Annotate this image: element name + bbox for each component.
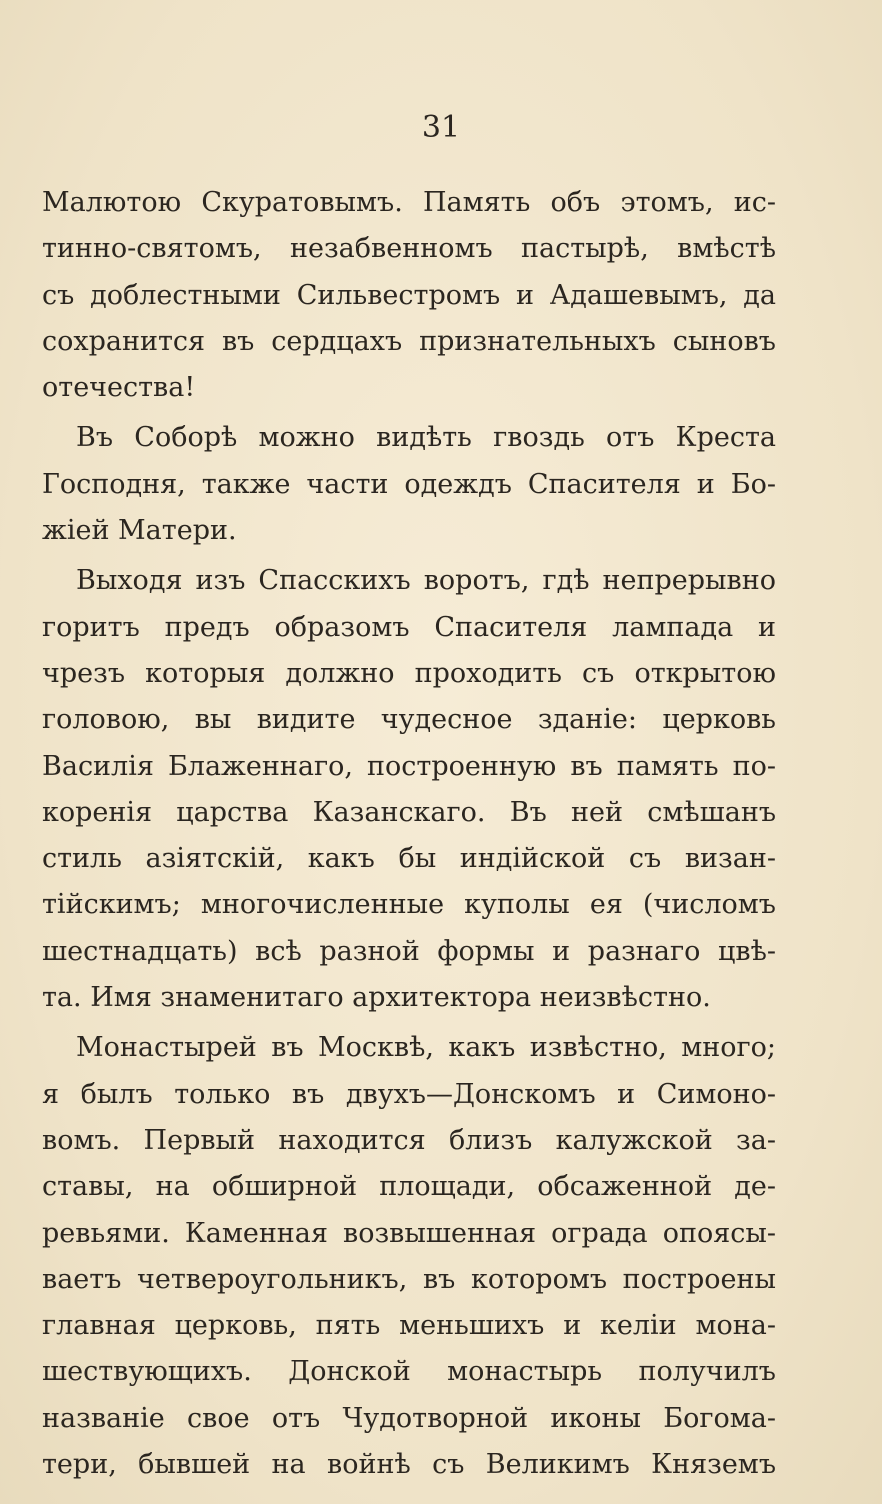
text-line: жіей Матери. xyxy=(42,515,237,547)
text-line: Господня, также части одеждъ Спасителя и Бо- xyxy=(42,468,776,500)
text-line: ревьями. Каменная возвышенная ограда опоясы- xyxy=(42,1217,776,1249)
text-line: тери, бывшей на войнѣ съ Великимъ Княземъ xyxy=(42,1449,776,1481)
text-line: сохранится въ сердцахъ признательныхъ сыновъ xyxy=(42,325,776,357)
paragraph xyxy=(42,415,776,554)
text-line: чрезъ которыя должно проходить съ открытою xyxy=(42,657,776,689)
text-line: Монастырей въ Москвѣ, какъ извѣстно, много; xyxy=(76,1032,776,1064)
text-line: коренія царства Казанскаго. Въ ней смѣшанъ xyxy=(42,796,776,828)
text-line: шествующихъ. Донской монастырь получилъ xyxy=(42,1356,776,1388)
text-line: тійскимъ; многочисленные куполы ея (числомъ xyxy=(42,889,776,921)
text-line: ваетъ четвероугольникъ, въ которомъ построены xyxy=(42,1263,776,1295)
text-line: названіе свое отъ Чудотворной иконы Богома- xyxy=(42,1402,776,1434)
text-line: головою, вы видите чудесное зданіе: церковь xyxy=(42,704,776,736)
text-line: вомъ. Первый находится близъ калужской за- xyxy=(42,1124,776,1156)
paragraph xyxy=(42,558,776,1021)
text-line: съ доблестными Сильвестромъ и Адашевымъ, да xyxy=(42,279,776,311)
page-number: 31 xyxy=(421,110,461,145)
text-line: Василія Блаженнаго, построенную въ память по- xyxy=(42,750,776,782)
text-line: главная церковь, пять меньшихъ и келіи мона- xyxy=(42,1310,776,1342)
text-line: шестнадцать) всѣ разной формы и разнаго цвѣ- xyxy=(42,935,776,967)
text-line: горитъ предъ образомъ Спасителя лампада и xyxy=(42,611,776,643)
text-line: Выходя изъ Спасскихъ воротъ, гдѣ непрерывно xyxy=(76,565,776,597)
text-line: Въ Соборѣ можно видѣть гвоздь отъ Креста xyxy=(76,422,776,454)
text-line: я былъ только въ двухъ—Донскомъ и Симоно- xyxy=(42,1078,776,1110)
paragraph xyxy=(42,180,776,411)
text-line: отечества! xyxy=(42,372,196,404)
text-line: Малютою Скуратовымъ. Память объ этомъ, ис- xyxy=(42,187,776,218)
text-line: ставы, на обширной площади, обсаженной де- xyxy=(42,1171,776,1203)
text-line: тинно-святомъ, незабвенномъ пастырѣ, вмѣстѣ xyxy=(42,233,776,265)
text-line: та. Имя знаменитаго архитектора неизвѣстно. xyxy=(42,982,711,1014)
text-line: стиль азіятскій, какъ бы индійской съ визан- xyxy=(42,843,776,875)
body-text xyxy=(42,180,776,1488)
paragraph xyxy=(42,1025,776,1488)
